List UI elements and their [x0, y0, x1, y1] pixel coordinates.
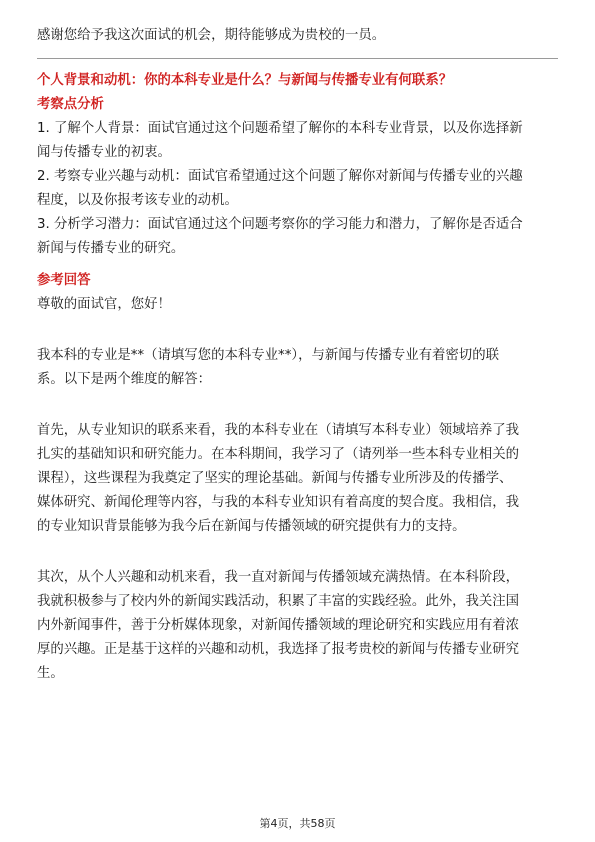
paragraph-line: 厚的兴趣。正是基于这样的兴趣和动机，我选择了报考贵校的新闻与传播专业研究	[37, 642, 520, 657]
answer-paragraph	[37, 419, 558, 539]
answer-paragraph	[37, 566, 558, 686]
analysis-point	[37, 117, 558, 165]
paragraph-line: 课程），这些课程为我奠定了坚实的理论基础。新闻与传播专业所涉及的传播学、	[37, 471, 513, 486]
paragraph-line: 的专业知识背景能够为我今后在新闻与传播领域的研究提供有力的支持。	[37, 519, 466, 534]
analysis-line: 1. 了解个人背景：面试官通过这个问题希望了解你的本科专业背景，以及你选择新	[37, 121, 523, 136]
answer-paragraph	[37, 344, 558, 392]
analysis-point	[37, 213, 558, 261]
paragraph-line: 其次，从个人兴趣和动机来看，我一直对新闻与传播领域充满热情。在本科阶段，	[37, 570, 520, 585]
answer-heading: 参考回答	[37, 273, 91, 288]
question-heading: 个人背景和动机：你的本科专业是什么？与新闻与传播专业有何联系？	[37, 73, 453, 88]
analysis-line: 闻与传播专业的初衷。	[37, 145, 171, 160]
paragraph-line: 我就积极参与了校内外的新闻实践活动，积累了丰富的实践经验。此外，我关注国	[37, 594, 520, 609]
analysis-heading: 考察点分析	[37, 97, 104, 112]
section-divider	[37, 58, 558, 59]
greeting-line: 尊敬的面试官，您好！	[37, 297, 171, 312]
page-content	[37, 24, 558, 686]
analysis-line: 程度，以及你报考该专业的动机。	[37, 193, 238, 208]
paragraph-line: 我本科的专业是**（请填写您的本科专业**），与新闻与传播专业有着密切的联	[37, 348, 499, 363]
paragraph-line: 生。	[37, 666, 64, 681]
analysis-line: 2. 考察专业兴趣与动机：面试官希望通过这个问题了解你对新闻与传播专业的兴趣	[37, 169, 523, 184]
analysis-line: 新闻与传播专业的研究。	[37, 241, 185, 256]
paragraph-line: 系。以下是两个维度的解答：	[37, 372, 212, 387]
intro-line: 感谢您给予我这次面试的机会，期待能够成为贵校的一员。	[37, 28, 386, 43]
analysis-line: 3. 分析学习潜力：面试官通过这个问题考察你的学习能力和潜力，了解你是否适合	[37, 217, 523, 232]
paragraph-line: 首先，从专业知识的联系来看，我的本科专业在（请填写本科专业）领域培养了我	[37, 423, 520, 438]
analysis-point	[37, 165, 558, 213]
page-number-footer: 第4页，共58页	[259, 817, 336, 830]
paragraph-line: 扎实的基础知识和研究能力。在本科期间，我学习了（请列举一些本科专业相关的	[37, 447, 520, 462]
paragraph-line: 媒体研究、新闻伦理等内容，与我的本科专业知识有着高度的契合度。我相信，我	[37, 495, 520, 510]
paragraph-line: 内外新闻事件，善于分析媒体现象，对新闻传播领域的理论研究和实践应用有着浓	[37, 618, 520, 633]
